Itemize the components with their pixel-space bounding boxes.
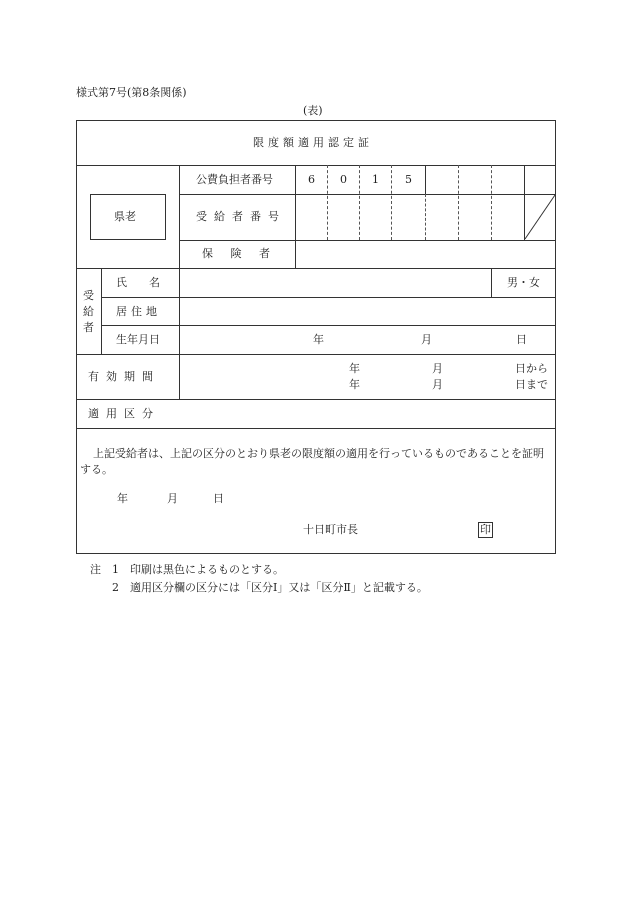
validity-label: 有効期間 [88,370,160,383]
payer-digit: 5 [405,173,412,186]
col-divider [101,268,102,354]
gender-options: 男・女 [507,276,540,289]
validity-to-month: 月 [432,378,443,391]
insurer-label: 保 険 者 [202,247,277,260]
birth-year: 年 [313,333,324,346]
digit-separator [425,194,426,240]
row-divider [76,165,556,166]
category-label: 適用区分 [88,407,160,420]
issue-year: 年 [117,492,128,505]
birth-day: 日 [516,333,527,346]
validity-from-suffix: 日から [515,362,548,375]
digit-separator [491,165,492,240]
digit-separator [327,165,328,240]
birth-month: 月 [421,333,432,346]
notes-prefix: 注 [90,563,101,576]
digit-separator [391,165,392,240]
address-label: 居住地 [116,305,161,318]
validity-from-month: 月 [432,362,443,375]
row-divider [101,325,556,326]
row-divider [179,194,556,195]
name-label: 氏 名 [116,276,160,289]
insurer-box-text: 県老 [114,210,136,223]
recipient-label: 受給者番号 [196,210,286,223]
col-divider [295,165,296,268]
row-divider [76,354,556,355]
col-divider [491,268,492,297]
col-divider [179,165,180,399]
issuer-name: 十日町市長 [303,523,358,536]
row-divider [76,268,556,269]
row-divider [76,399,556,400]
issue-month: 月 [167,492,178,505]
note-text: 印刷は黒色によるものとする。 [130,563,284,576]
recipient-group-char: 受 [83,289,94,302]
row-divider [101,297,556,298]
payer-label: 公費負担者番号 [196,173,273,186]
payer-digit: 1 [372,173,379,186]
form-title: 限度額適用認定証 [253,136,373,149]
seal-mark: 印 [480,523,491,536]
validity-to-suffix: 日まで [515,378,548,391]
digit-separator [458,165,459,240]
digit-separator [359,165,360,240]
note-text: 適用区分欄の区分には「区分Ⅰ」又は「区分Ⅱ」と記載する。 [130,581,428,594]
digit-separator [425,165,426,194]
validity-from-year: 年 [349,362,360,375]
row-divider [76,428,556,429]
birth-label: 生年月日 [116,333,160,346]
side-label: (表) [303,104,323,117]
validity-to-year: 年 [349,378,360,391]
note-number: 1 [112,563,119,576]
issue-day: 日 [213,492,224,505]
diagonal-strike [524,194,556,240]
payer-digit: 0 [340,173,347,186]
certification-statement: 上記受給者は、上記の区分のとおり県老の限度額の適用を行っているものであることを証明する。 [80,447,544,476]
row-divider [179,240,556,241]
payer-digit: 6 [308,173,315,186]
note-number: 2 [112,581,119,594]
col-divider [524,165,525,194]
recipient-group-char: 者 [83,321,94,334]
recipient-group-char: 給 [83,305,94,318]
form-number: 様式第7号(第8条関係) [76,86,187,99]
